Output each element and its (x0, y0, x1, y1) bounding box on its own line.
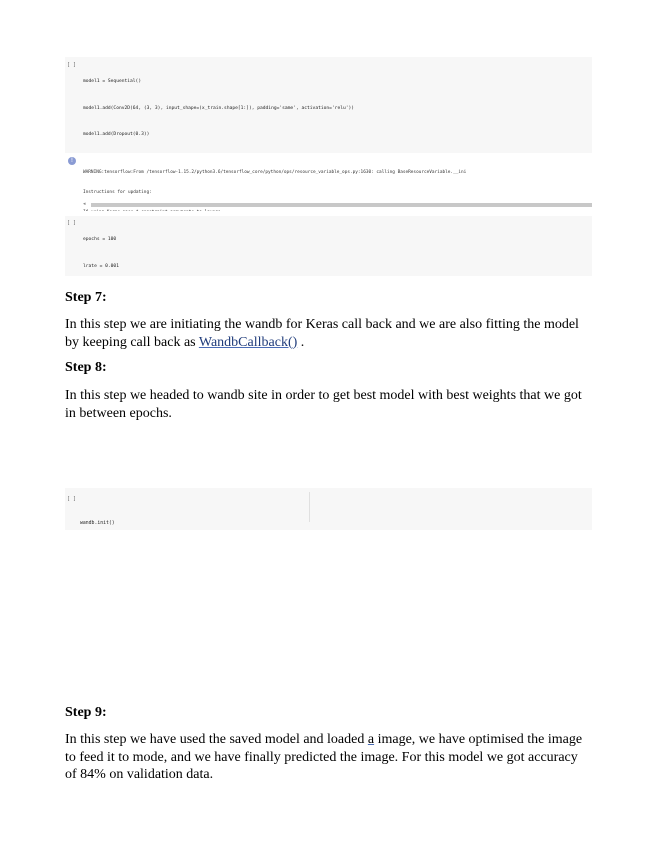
code-line: model1.add(Dropout(0.3)) (83, 132, 150, 138)
cell-run-prompt[interactable]: [ ] (67, 62, 77, 68)
code-cell-model-definition[interactable] (65, 57, 592, 153)
code-block (83, 60, 354, 153)
output-cell-warnings (65, 153, 592, 211)
step-9-underlined-word: a (367, 732, 375, 747)
step-7-text: In this step we are initiating the wandb for Keras call back and we are also fitting the model by keeping call back as (65, 317, 579, 350)
step-9-paragraph (65, 731, 590, 784)
code-block (83, 218, 302, 276)
step-9-text-end: image, we have optimised the image to feed it to mode, and we have finally predicted the image. For this model we got accuracy of 84% on validation data. (65, 732, 583, 782)
code-line: lrate = 0.001 (83, 263, 119, 269)
code-line: epochs = 100 (83, 236, 117, 242)
step-7-text-end: . (297, 334, 305, 350)
code-cell-fit[interactable] (65, 488, 592, 530)
step-8-heading: Step 8: (65, 360, 107, 375)
step-9-heading: Step 9: (65, 705, 107, 720)
output-line: Instructions for updating: (83, 189, 152, 195)
scroll-left-arrow-icon[interactable]: ◂ (83, 201, 86, 207)
step-9-text: In this step we have used the saved model and loaded (65, 732, 368, 747)
cell-run-prompt[interactable]: [ ] (67, 496, 77, 502)
output-line (83, 210, 466, 211)
code-block (80, 494, 585, 530)
step-7-paragraph (65, 316, 590, 351)
step-7-heading: Step 7: (65, 290, 107, 305)
wandb-callback-link[interactable]: WandbCallback() (198, 334, 298, 350)
cell-run-prompt[interactable]: [ ] (67, 220, 77, 226)
output-line: WARNING:tensorflow:From /tensorflow-1.15.2/python3.6/tensorflow_core/python/ops/resource_variable_ops.py:1630: calling BaseResourceVariable.__ini (83, 170, 467, 176)
step-8-paragraph: In this step we headed to wandb site in order to get best model with best weights that we got in between epochs. (65, 388, 582, 421)
code-line: model1 = Sequential() (83, 78, 142, 84)
horizontal-scrollbar[interactable] (91, 203, 592, 207)
code-line: wandb.init() (80, 521, 115, 526)
code-cell-compile[interactable] (65, 216, 592, 276)
code-line: model1.add(Conv2D(64, (3, 3), input_shape=(x_train.shape[1:]), padding='same', activation='relu')) (83, 105, 355, 111)
warning-icon[interactable]: ! (68, 157, 76, 165)
